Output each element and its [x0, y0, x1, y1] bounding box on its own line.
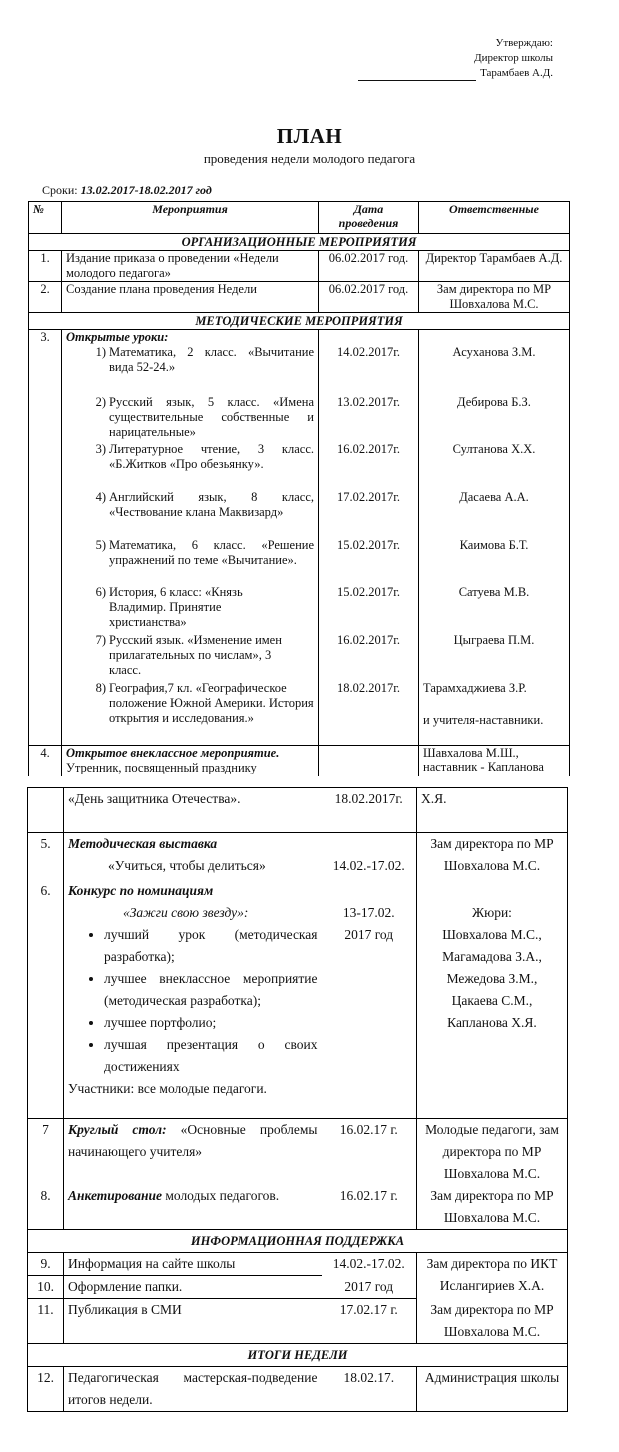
row-num: 1. [29, 251, 62, 282]
lesson-number: 4) [95, 490, 106, 504]
table-row-continued [28, 788, 568, 833]
section-row-results [28, 1343, 568, 1366]
row-responsible: Х.Я. [417, 788, 568, 833]
table-row-exhibition [28, 833, 568, 1119]
nomination-item: • лучшее портфолио; [104, 1012, 318, 1034]
lesson-item [88, 585, 314, 633]
row-responsible: Зам директора по МР Шовхалова М.С. [419, 282, 570, 313]
contest-participants: Участники: все молодые педагоги. [68, 1081, 267, 1096]
section-row-method [29, 313, 570, 330]
approval-block [358, 36, 553, 81]
roundtable-date: 16.02.17 г. [339, 1122, 398, 1137]
lesson-number: 3) [95, 442, 106, 456]
roundtable-topic: «Основные проблемы начинающего учителя» [68, 1122, 318, 1159]
section-title: ОРГАНИЗАЦИОННЫЕ МЕРОПРИЯТИЯ [29, 234, 570, 251]
row-responsible: Зам директора по ИКТ Ислангириев Х.А. [417, 1253, 568, 1299]
exhibition-title: Методическая выставка [68, 836, 218, 851]
table-row [28, 1253, 568, 1276]
row-event: «День защитника Отечества». [64, 788, 322, 833]
exhibition-subtitle: «Учиться, чтобы делиться» [108, 858, 266, 873]
plan-table-part1 [28, 201, 570, 776]
row-date: 06.02.2017 год. [319, 282, 419, 313]
row-num: 9. [28, 1253, 64, 1276]
section-title: МЕТОДИЧЕСКИЕ МЕРОПРИЯТИЯ [29, 313, 570, 330]
lesson-text: Русский язык. «Изменение имен прилагательных по числам», 3 класс. [109, 633, 282, 677]
lesson-responsible: Сатуева М.В. [458, 585, 530, 599]
lesson-number: 5) [95, 538, 106, 552]
lesson-item [88, 681, 314, 745]
exhibition-responsible: Зам директора по МР Шовхалова М.С. [430, 836, 554, 873]
jury-member: Магамадова З.А., [442, 949, 542, 964]
row-num-6: 6. [40, 883, 51, 898]
roundtable-title: Круглый стол: [68, 1122, 167, 1137]
lesson-responsible: Султанова Х.Х. [452, 442, 536, 456]
row-event: Создание плана проведения Недели [62, 282, 319, 313]
lesson-text: Математика, 6 класс. «Решение упражнений по теме «Вычитание». [109, 538, 314, 567]
extracurricular-title: Открытое внеклассное мероприятие. [66, 746, 280, 760]
lesson-responsible: Дебирова Б.З. [457, 395, 531, 409]
row-event: Информация на сайте школы [64, 1253, 322, 1276]
table-row [29, 282, 570, 313]
row-responsibles [419, 330, 570, 746]
table-header-row [29, 202, 570, 234]
document-title: ПЛАН [276, 124, 343, 148]
lesson-date: 16.02.2017г. [336, 633, 401, 647]
lesson-responsible: Цыграева П.М. [453, 633, 535, 647]
lesson-text: Литературное чтение, 3 класс. «Б.Житков «Про обезьянку». [109, 442, 314, 471]
table-row [28, 1299, 568, 1344]
jury-member: Капланова Х.Я. [447, 1015, 537, 1030]
header-date: Дата проведения [319, 202, 419, 234]
extracurricular-text: Утренник, посвященный празднику [66, 761, 257, 774]
approval-position: Директор школы [474, 52, 553, 64]
roundtable-responsible: Молодые педагоги, зам директора по МР Шовхалова М.С. [425, 1122, 559, 1181]
table-row-roundtable [28, 1119, 568, 1230]
row-responsible: Директор Тарамбаев А.Д. [419, 251, 570, 282]
header-event: Мероприятия [62, 202, 319, 234]
row-num: 2. [29, 282, 62, 313]
lesson-text: География,7 кл. «Географическое положение Южной Америки. История открытия и исследования.» [109, 681, 314, 725]
lesson-item [88, 345, 314, 395]
lesson-responsible: Асуханова З.М. [452, 345, 536, 359]
section-title: ИНФОРМАЦИОННАЯ ПОДДЕРЖКА [28, 1230, 568, 1253]
terms-line [42, 183, 212, 198]
lesson-number: 7) [95, 633, 106, 647]
nomination-item: • лучший урок (методическая разработка); [104, 924, 318, 968]
row-num: 10. [28, 1276, 64, 1299]
lesson-text: Русский язык, 5 класс. «Имена существительные собственные и нарицательные» [109, 395, 314, 439]
header-responsible: Ответственные [419, 202, 570, 234]
signature-line [358, 70, 476, 81]
row-date: 06.02.2017 год. [319, 251, 419, 282]
lesson-text: Английский язык, 8 класс, «Чествование клана Маквизард» [109, 490, 314, 519]
lesson-date: 13.02.2017г. [336, 395, 401, 409]
row-event [64, 1119, 322, 1230]
lesson-number: 2) [95, 395, 106, 409]
nomination-item: • лучшая презентация о своих достижениях [104, 1034, 318, 1078]
lesson-date: 15.02.2017г. [336, 585, 401, 599]
jury-member: Шовхалова М.С., [442, 927, 542, 942]
jury-member: Межедова З.М., [446, 971, 538, 986]
lesson-item [88, 490, 314, 538]
lesson-date: 14.02.2017г. [336, 345, 401, 359]
contest-date: 13-17.02. 2017 год [342, 905, 395, 942]
row-event: Оформление папки. [64, 1276, 322, 1299]
lesson-date: 18.02.2017г. [336, 681, 401, 695]
row-responsible: Администрация школы [417, 1366, 568, 1411]
survey-title: Анкетирование [68, 1188, 162, 1203]
open-lessons-title: Открытые уроки: [66, 330, 169, 344]
row-num [28, 1119, 64, 1230]
row-num [28, 788, 64, 833]
row-num-7: 7 [42, 1122, 49, 1137]
row-event: Издание приказа о проведении «Недели молодого педагога» [62, 251, 319, 282]
row-responsible: Шавхалова М.Ш., наставник - Капланова [419, 746, 570, 776]
row-num: 3. [29, 330, 62, 746]
table-row [28, 1366, 568, 1411]
row-num-8: 8. [40, 1188, 51, 1203]
nominations-list [68, 924, 318, 1078]
row-date: 14.02.-17.02. [322, 1253, 417, 1276]
section-row-info [28, 1230, 568, 1253]
contest-title: Конкурс по номинациям [68, 883, 214, 898]
jury-label: Жюри: [472, 905, 512, 920]
approval-signature [358, 66, 553, 81]
approval-label: Утверждаю: [495, 37, 553, 49]
lesson-responsible: Дасаева А.А. [459, 490, 529, 504]
nomination-item: • лучшее внеклассное мероприятие (методическая разработка); [104, 968, 318, 1012]
lesson-item [88, 633, 314, 681]
row-date [322, 1119, 417, 1230]
row-event: Публикация в СМИ [64, 1299, 322, 1344]
plan-table-part2 [27, 787, 568, 1412]
row-event: Педагогическая мастерская-подведение итогов недели. [64, 1366, 322, 1411]
row-date [322, 833, 417, 1119]
row-responsible [417, 1119, 568, 1230]
lesson-responsible: Каимова Б.Т. [459, 538, 529, 552]
row-num-5: 5. [40, 836, 51, 851]
row-date: 18.02.17. [322, 1366, 417, 1411]
row-num [28, 833, 64, 1119]
header-num: № [29, 202, 62, 234]
exhibition-date: 14.02.-17.02. [332, 858, 405, 873]
survey-text [68, 1185, 318, 1229]
section-row-org [29, 234, 570, 251]
lesson-item [88, 538, 314, 585]
roundtable-text [68, 1119, 318, 1185]
lesson-item [88, 395, 314, 442]
table-row-open-lessons [29, 330, 570, 746]
table-row [29, 746, 570, 776]
lesson-number: 8) [95, 681, 106, 695]
lesson-item [88, 442, 314, 490]
lesson-number: 6) [95, 585, 106, 599]
row-date: 18.02.2017г. [322, 788, 417, 833]
approval-name: Тарамбаев А.Д. [480, 67, 553, 79]
lesson-date: 17.02.2017г. [336, 490, 401, 504]
table-row [29, 251, 570, 282]
survey-topic: молодых педагогов. [161, 1188, 280, 1203]
survey-date: 16.02.17 г. [339, 1188, 398, 1203]
lesson-date: 15.02.2017г. [336, 538, 401, 552]
jury-member: Цакаева С.М., [451, 993, 533, 1008]
row-event [62, 746, 319, 776]
document-subtitle: проведения недели молодого педагога [203, 151, 416, 166]
survey-responsible: Зам директора по МР Шовхалова М.С. [430, 1188, 554, 1225]
row-responsible [417, 833, 568, 1119]
lesson-number: 1) [95, 345, 106, 359]
row-event [64, 833, 322, 1119]
row-event [62, 330, 319, 746]
lesson-date: 16.02.2017г. [336, 442, 401, 456]
row-date: 2017 год [322, 1276, 417, 1299]
row-dates [319, 330, 419, 746]
row-num: 4. [29, 746, 62, 776]
mentors-note: и учителя-наставники. [423, 713, 544, 727]
row-num: 12. [28, 1366, 64, 1411]
row-date [319, 746, 419, 776]
contest-subtitle: «Зажги свою звезду»: [123, 905, 249, 920]
terms-label: Сроки: [42, 183, 81, 197]
row-date: 17.02.17 г. [322, 1299, 417, 1344]
row-num: 11. [28, 1299, 64, 1344]
lesson-text: История, 6 класс: «Князь Владимир. Принятие христианства» [109, 585, 243, 629]
lesson-responsible: Тарамхаджиева З.Р. [423, 681, 527, 695]
section-title: ИТОГИ НЕДЕЛИ [28, 1343, 568, 1366]
terms-value: 13.02.2017-18.02.2017 год [80, 183, 212, 197]
row-responsible: Зам директора по МР Шовхалова М.С. [417, 1299, 568, 1344]
lesson-text: Математика, 2 класс. «Вычитание вида 52-24.» [109, 345, 314, 374]
